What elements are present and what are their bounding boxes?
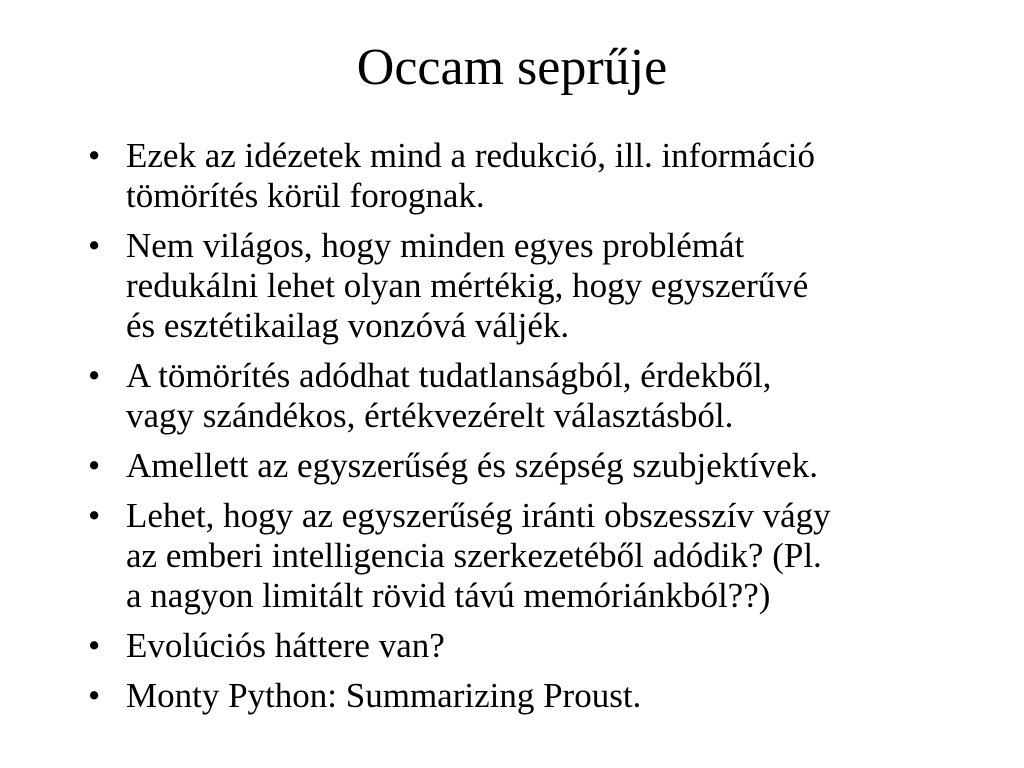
bullet-line: a nagyon limitált rövid távú memóriánkból??) [126, 576, 771, 615]
bullet-line: Amellett az egyszerűség és szépség szubjektívek. [126, 446, 818, 485]
bullet-line: A tömörítés adódhat tudatlanságból, érdekből, [126, 356, 772, 395]
bullet-icon: • [88, 356, 101, 395]
bullet-line: Ezek az idézetek mind a redukció, ill. információ [126, 136, 816, 175]
bullet-line: Lehet, hogy az egyszerűség iránti obszesszív vágy [126, 496, 831, 535]
bullet-item [88, 496, 948, 616]
bullet-item [88, 226, 948, 346]
bullet-text [126, 676, 948, 716]
bullet-line: az emberi intelligencia szerkezetéből adódik? (Pl. [126, 536, 822, 575]
bullet-icon: • [88, 136, 101, 175]
bullet-item [88, 136, 948, 216]
bullet-icon: • [88, 496, 101, 535]
bullet-line: és esztétikailag vonzóvá váljék. [126, 306, 570, 345]
bullet-text [126, 446, 948, 486]
bullet-line: Nem világos, hogy minden egyes problémát [126, 226, 745, 265]
slide-title: Occam seprűje [356, 39, 668, 96]
bullet-icon: • [88, 446, 101, 485]
bullet-icon: • [88, 626, 101, 665]
bullet-text [126, 496, 948, 616]
bullet-icon: • [88, 676, 101, 715]
bullet-text [126, 226, 948, 346]
bullet-item [88, 676, 948, 716]
bullet-line: redukálni lehet olyan mértékig, hogy egyszerűvé [126, 266, 809, 305]
bullet-item [88, 446, 948, 486]
bullet-line: Monty Python: Summarizing Proust. [126, 676, 642, 715]
bullet-icon: • [88, 226, 101, 265]
bullet-line: Evolúciós háttere van? [126, 626, 445, 665]
bullet-item [88, 626, 948, 666]
bullet-text [126, 136, 948, 216]
bullet-text [126, 356, 948, 436]
bullet-line: vagy szándékos, értékvezérelt választásból. [126, 396, 734, 435]
bullet-text [126, 626, 948, 666]
bullet-list [88, 136, 948, 726]
bullet-line: tömörítés körül forognak. [126, 176, 485, 215]
bullet-item [88, 356, 948, 436]
